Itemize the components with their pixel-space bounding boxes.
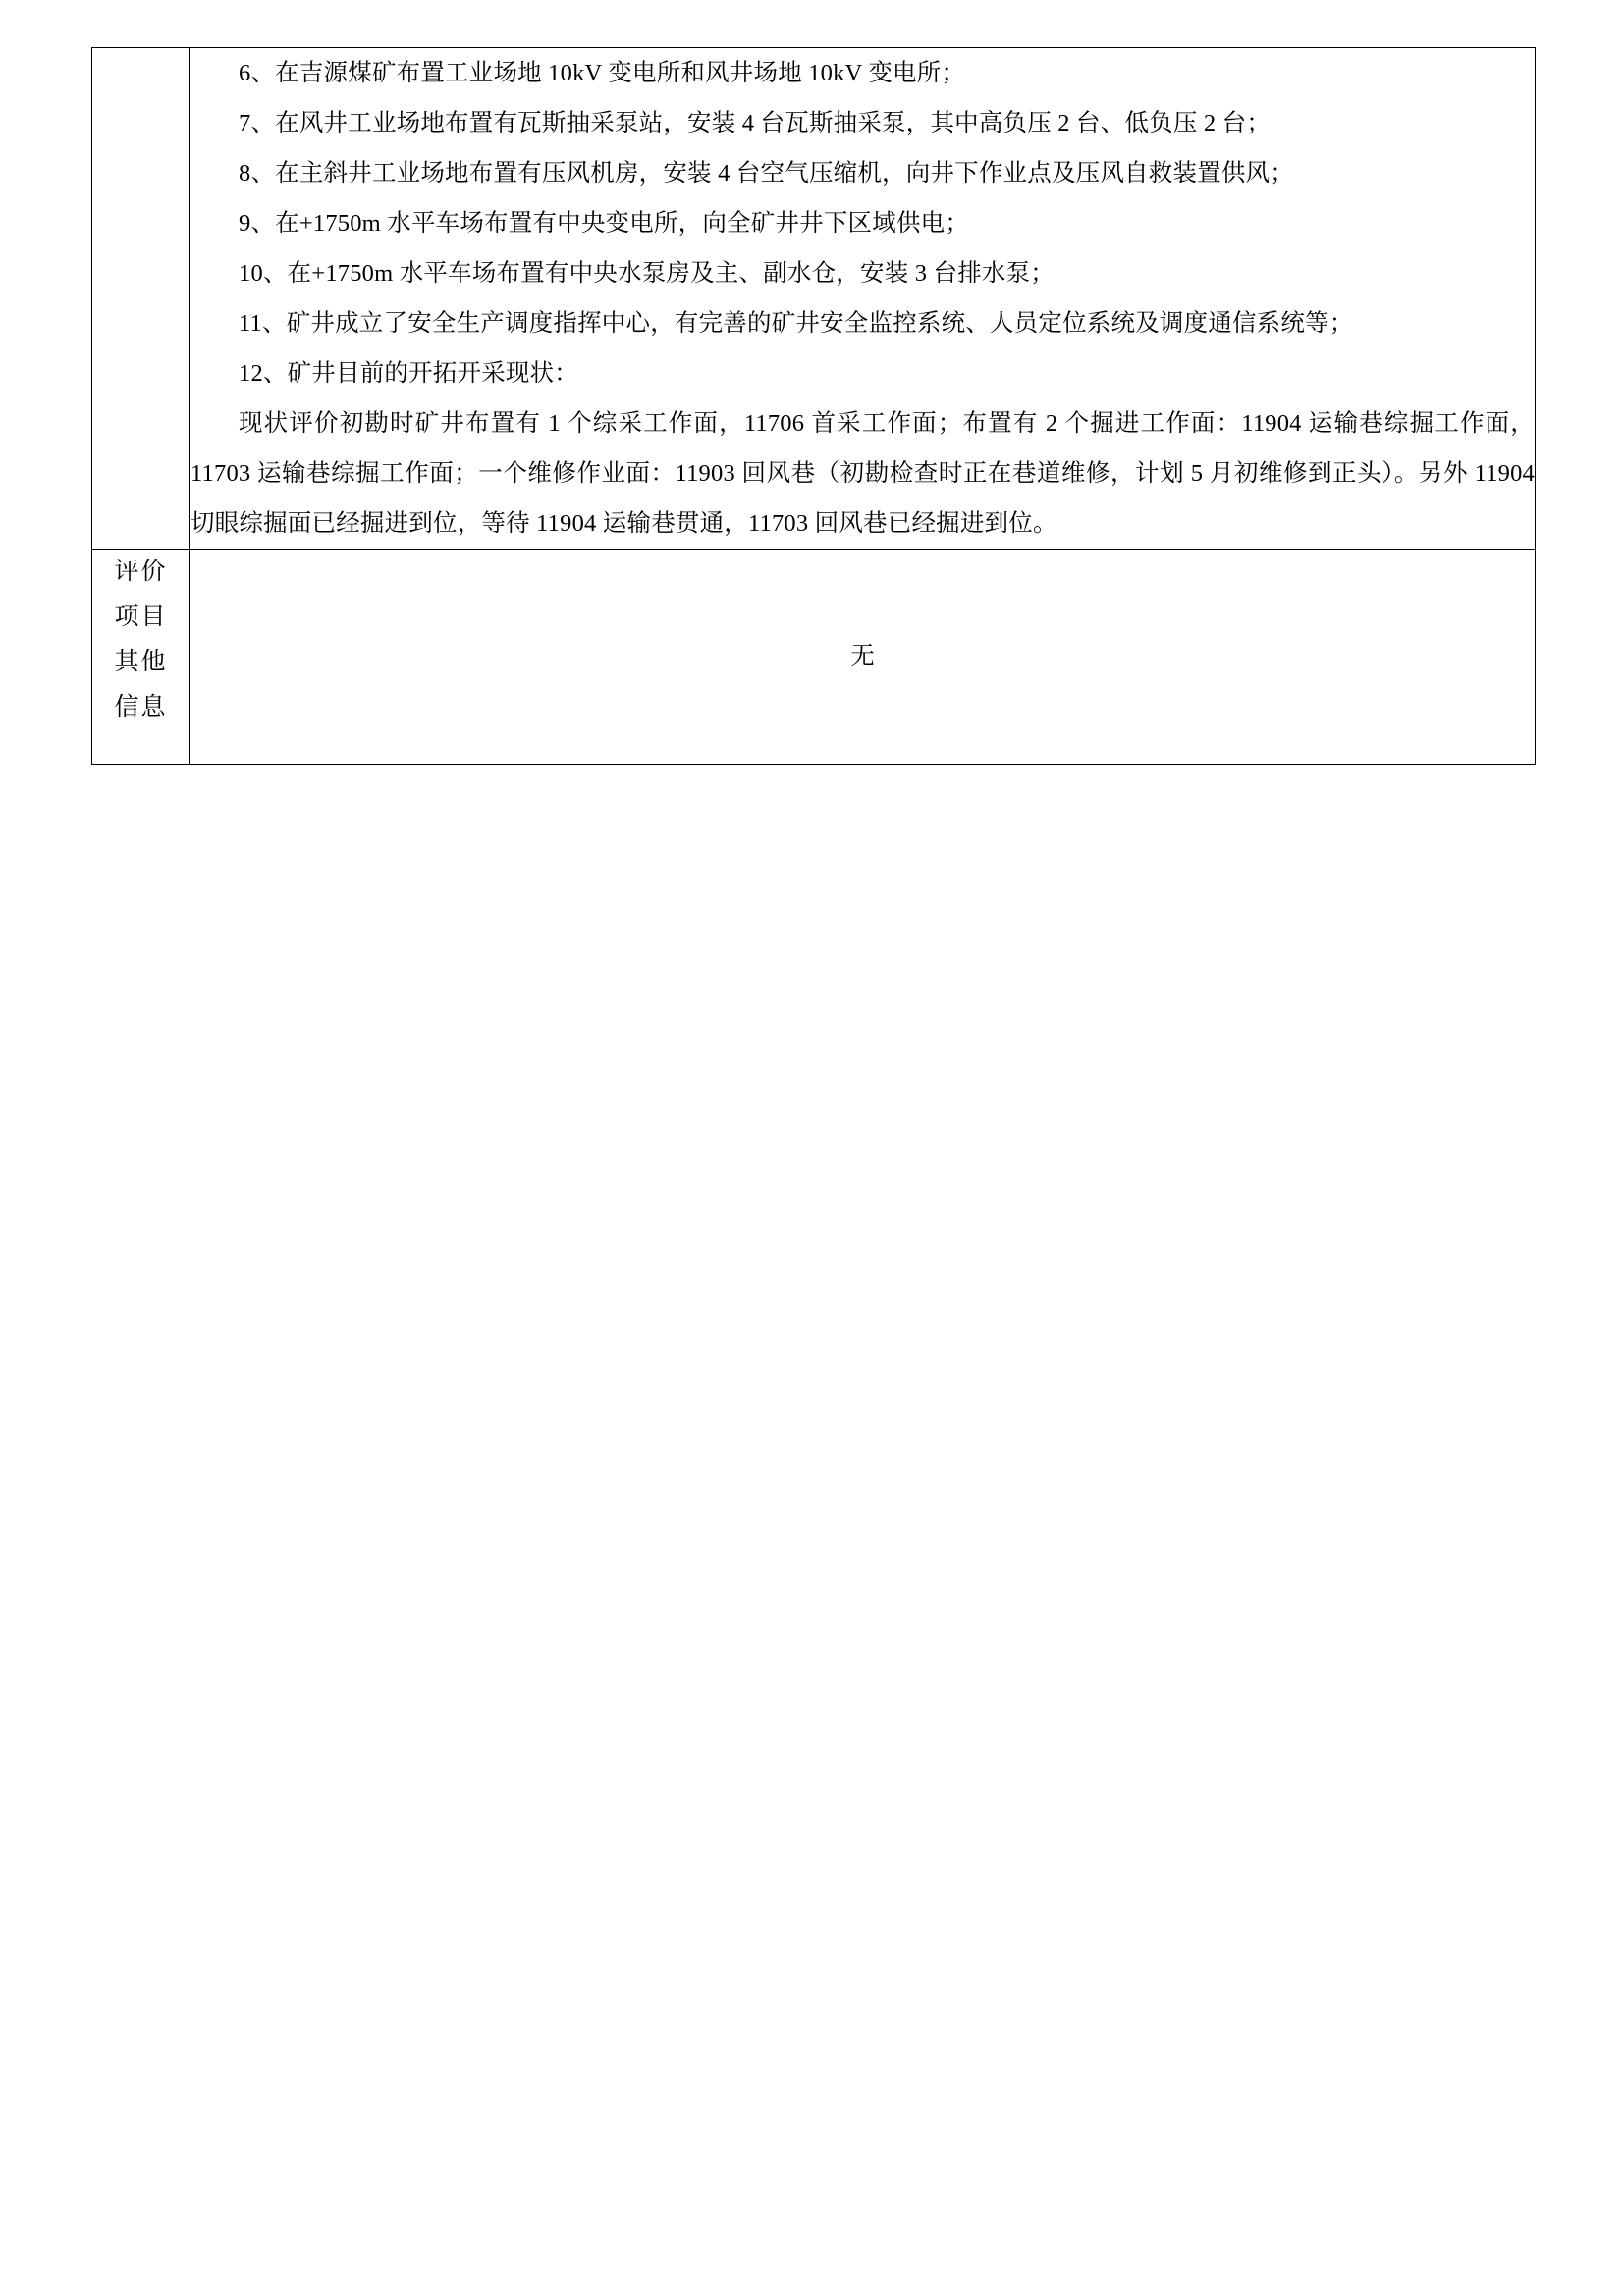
- paragraph-item-10: 10、在+1750m 水平车场布置有中央水泵房及主、副水仓，安装 3 台排水泵；: [239, 260, 1055, 287]
- row-label-empty: [92, 48, 190, 550]
- paragraph-current-status: 现状评价初勘时矿井布置有 1 个综采工作面，11706 首采工作面；布置有 2 个掘进工作面：11904 运输巷综掘工作面，11703 运输巷综掘工作面；一个维修作业面：11903 回风巷（初勘检查时正在巷道维修，计划 5 月初维修到正头）。另外 11904 切眼综掘面已经掘进到位，等待 11904 运输巷贯通，11703 回风巷已经掘进到位。: [190, 410, 1535, 537]
- paragraph-item-8: 8、在主斜井工业场地布置有压风机房，安装 4 台空气压缩机，向井下作业点及压风自救装置供风；: [239, 160, 1294, 187]
- paragraph-item-12: 12、矿井目前的开拓开采现状：: [239, 360, 578, 387]
- paragraph-item-7: 7、在风井工业场地布置有瓦斯抽采泵站，安装 4 台瓦斯抽采泵，其中高负压 2 台、低负压 2 台；: [239, 110, 1272, 136]
- label-line-4: 信息: [114, 694, 168, 721]
- other-info-content: [190, 550, 1536, 765]
- table-row: [92, 48, 1536, 550]
- table-row: [92, 550, 1536, 765]
- row-label-other-info-text: [92, 550, 189, 730]
- content-table: [91, 47, 1536, 765]
- paragraph-item-9: 9、在+1750m 水平车场布置有中央变电所，向全矿井井下区域供电；: [239, 210, 970, 237]
- label-line-1: 评价: [114, 559, 168, 585]
- label-line-2: 项目: [114, 604, 168, 630]
- label-line-3: 其他: [114, 649, 168, 675]
- paragraph-item-11: 11、矿井成立了安全生产调度指挥中心，有完善的矿井安全监控系统、人员定位系统及调度通信系统等；: [239, 310, 1354, 337]
- other-info-value: 无: [850, 643, 875, 669]
- row-label-other-info: [92, 550, 190, 765]
- mine-status-content: [190, 48, 1536, 550]
- paragraph-item-6: 6、在吉源煤矿布置工业场地 10kV 变电所和风井场地 10kV 变电所；: [239, 60, 966, 86]
